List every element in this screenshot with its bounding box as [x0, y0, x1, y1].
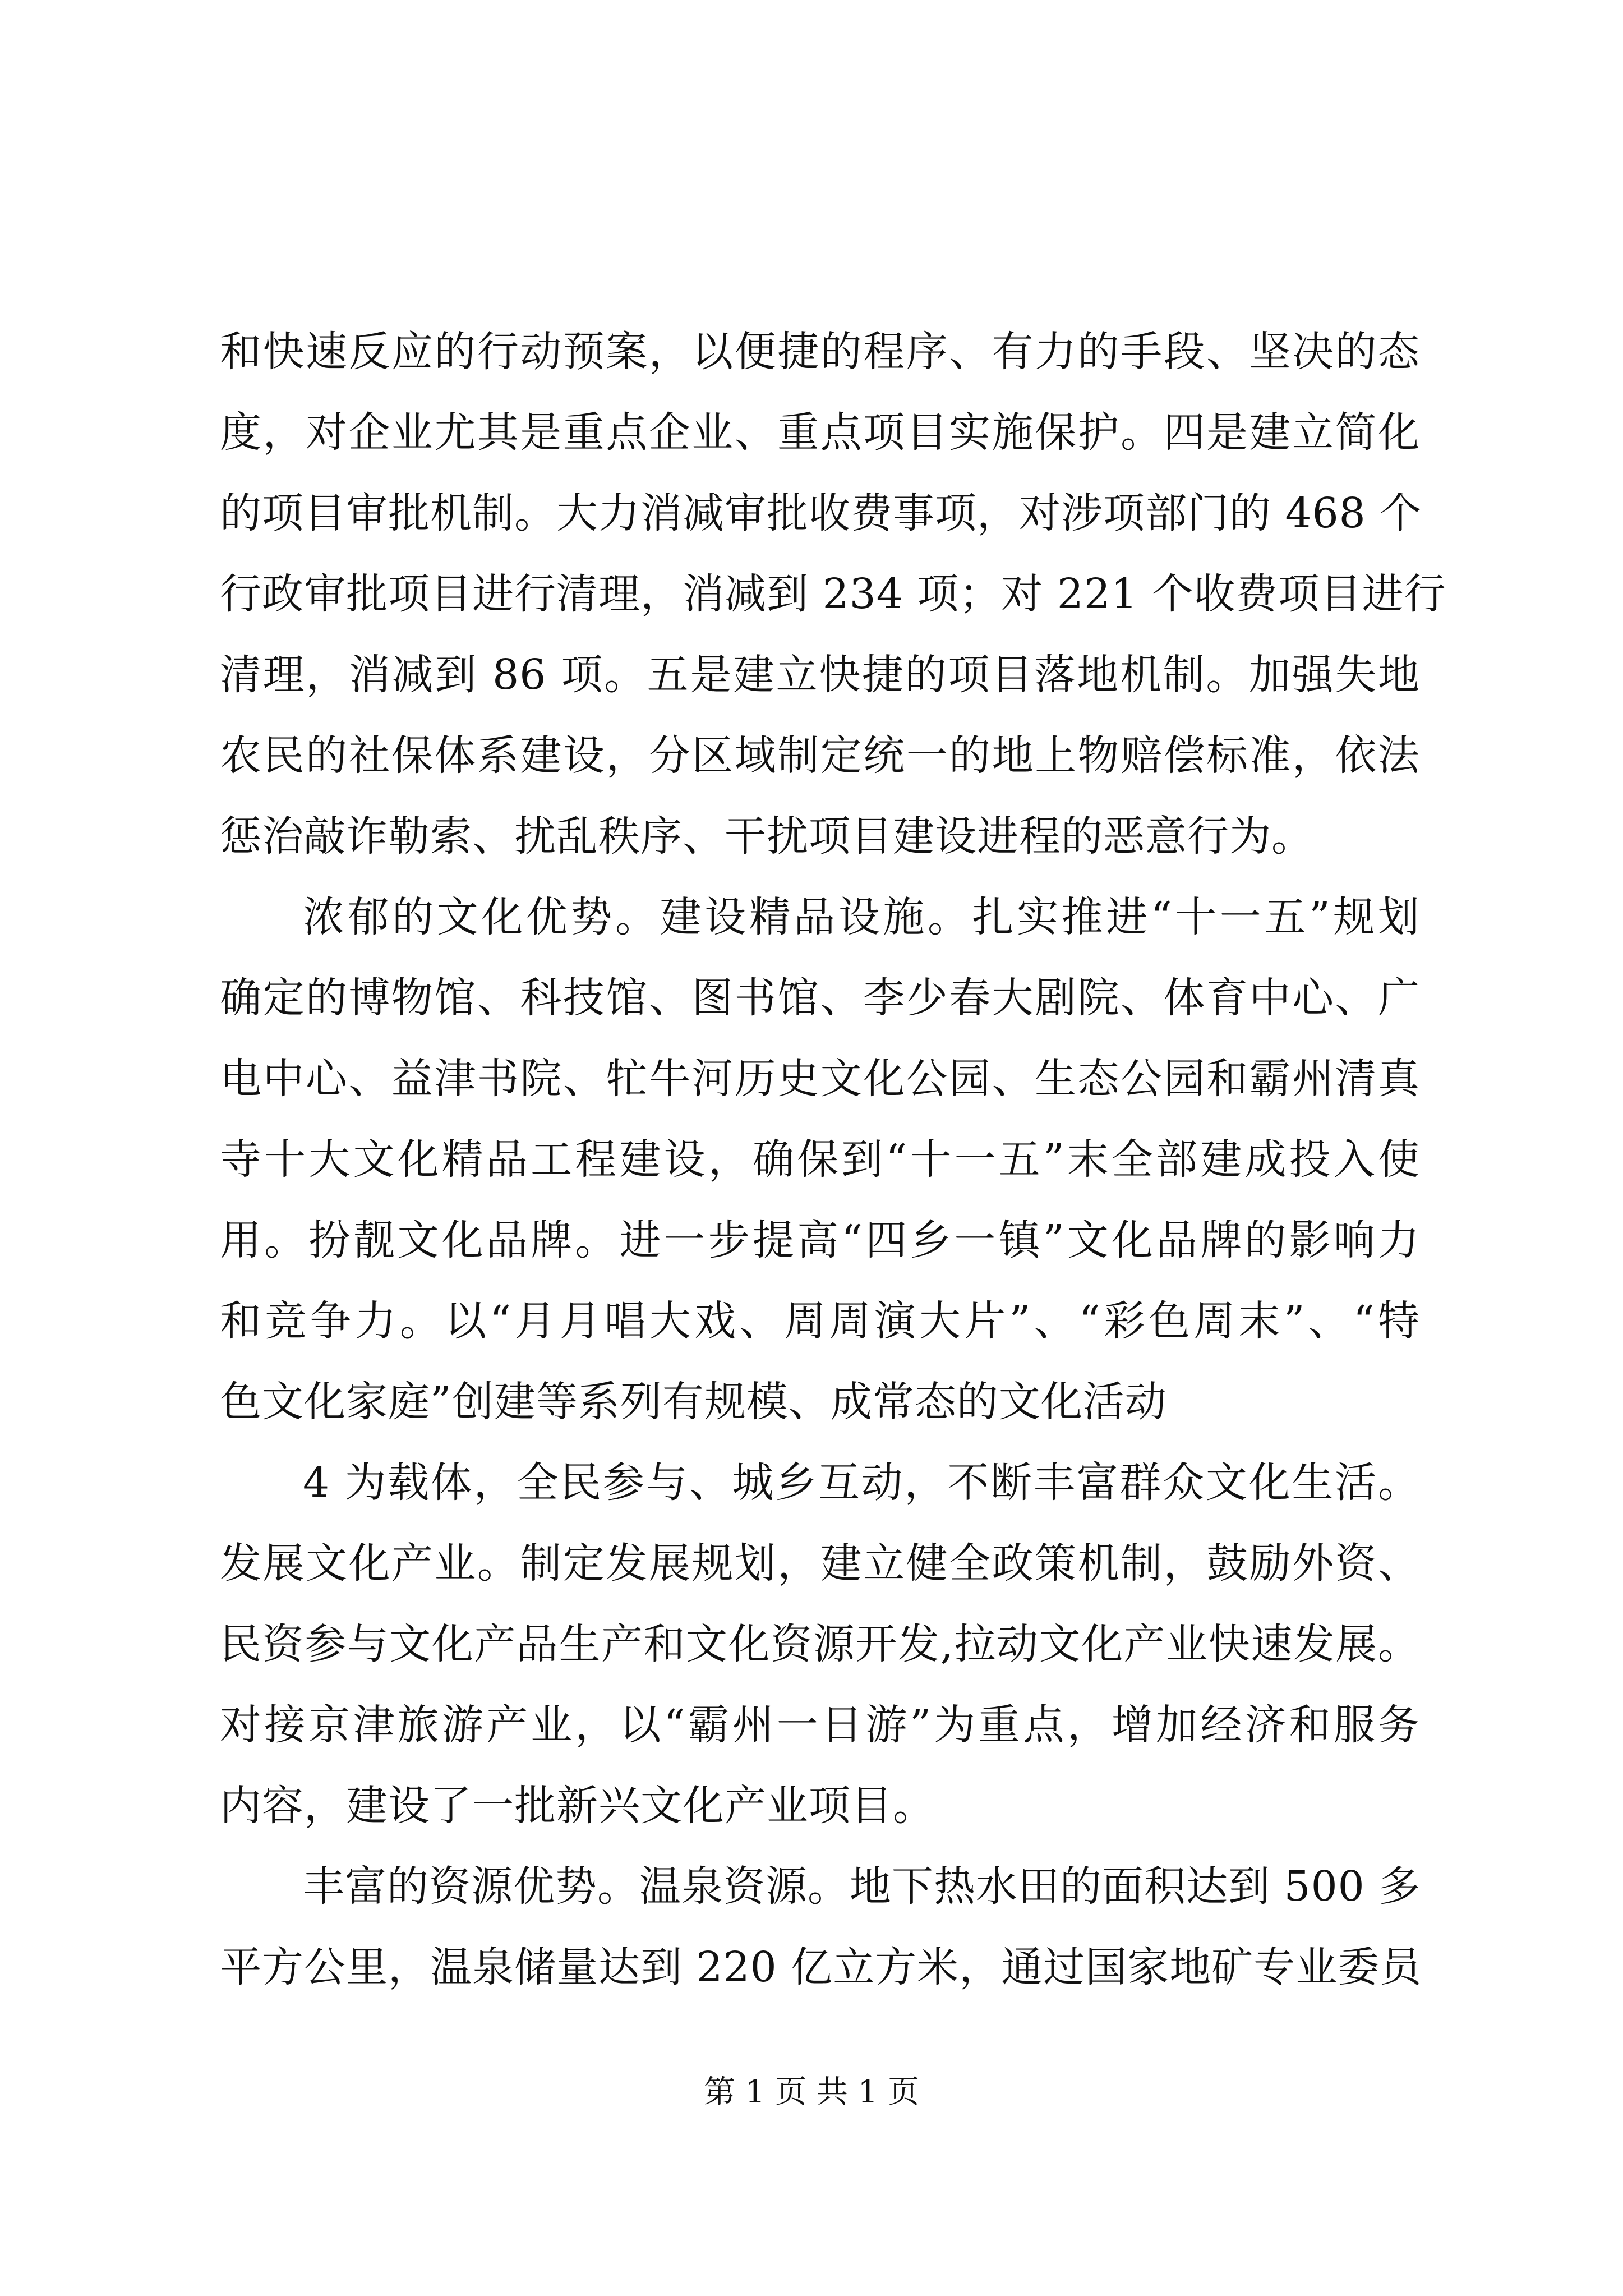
page-number-label: 第 1 页 共 1 页 [703, 2074, 920, 2110]
text-line: 的项目审批机制。大力消减审批收费事项，对涉项部门的 468 个 [220, 489, 1422, 537]
text-line: 农民的社保体系建设，分区域制定统一的地上物赔偿标准，依法 [220, 731, 1420, 780]
text-line: 电中心、益津书院、牤牛河历史文化公园、生态公园和霸州清真 [220, 1055, 1420, 1103]
text-line: 和快速反应的行动预案，以便捷的程序、有力的手段、坚决的态 [220, 328, 1420, 376]
text-line: 度，对企业尤其是重点企业、重点项目实施保护。四是建立简化 [220, 408, 1420, 457]
text-line: 平方公里，温泉储量达到 220 亿立方米，通过国家地矿专业委员 [220, 1943, 1422, 1991]
text-line: 对接京津旅游产业，以“霸州一日游”为重点，增加经济和服务 [220, 1701, 1420, 1749]
paragraph-start-line: 丰富的资源优势。温泉资源。地下热水田的面积达到 500 多 [303, 1862, 1421, 1911]
text-line: 惩治敲诈勒索、扰乱秩序、干扰项目建设进程的恶意行为。 [220, 812, 1313, 861]
text-line: 寺十大文化精品工程建设，确保到“十一五”末全部建成投入使 [220, 1135, 1420, 1184]
text-line: 用。扮靓文化品牌。进一步提高“四乡一镇”文化品牌的影响力 [220, 1216, 1420, 1264]
text-line: 清理，消减到 86 项。五是建立快捷的项目落地机制。加强失地 [220, 651, 1420, 699]
text-line: 内容，建设了一批新兴文化产业项目。 [220, 1782, 935, 1830]
text-line: 行政审批项目进行清理，消减到 234 项；对 221 个收费项目进行 [220, 570, 1446, 618]
paragraph-start-line: 浓郁的文化优势。建设精品设施。扎实推进“十一五”规划 [303, 893, 1420, 941]
text-line: 发展文化产业。制定发展规划，建立健全政策机制，鼓励外资、 [220, 1539, 1420, 1588]
text-line: 色文化家庭”创建等系列有规模、成常态的文化活动 [220, 1378, 1167, 1426]
text-line: 民资参与文化产品生产和文化资源开发,拉动文化产业快速发展。 [220, 1620, 1420, 1668]
text-line: 确定的博物馆、科技馆、图书馆、李少春大剧院、体育中心、广 [220, 974, 1420, 1022]
text-line: 和竞争力。以“月月唱大戏、周周演大片”、“彩色周末”、“特 [220, 1297, 1420, 1345]
paragraph-start-line: 4 为载体，全民参与、城乡互动，不断丰富群众文化生活。 [303, 1458, 1420, 1507]
page-footer [0, 2070, 1623, 2115]
document-body [220, 311, 1446, 2008]
